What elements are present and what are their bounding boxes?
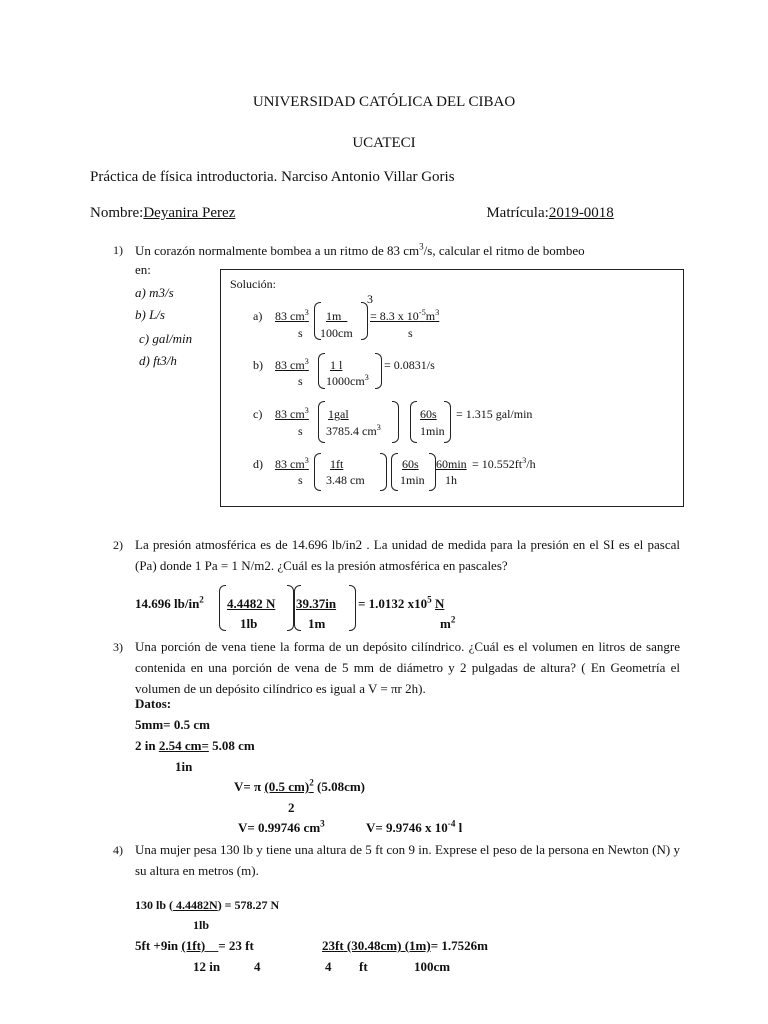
practice-title: Práctica de física introductoria. Narciso Antonio Villar Goris [90, 169, 455, 185]
q1-text-cont: en: [135, 262, 151, 277]
q2-bracket-left [219, 585, 226, 631]
acronym-title: UCATECI [352, 135, 416, 151]
q4-height: 5ft +9in (1ft)__= 23 ft [135, 938, 254, 953]
q1-option-a: a) m3/s [135, 285, 174, 300]
q2-factor1-den: 1lb [240, 616, 258, 631]
q2-result-den: $m^2$ [440, 614, 456, 631]
q4-height-den2: 4 [254, 959, 261, 974]
q1c-factor-num: 1gal [328, 407, 349, 421]
q1-number: 1) [113, 243, 123, 257]
q1a-bracket-right [361, 302, 368, 340]
q2-bracket2-right [349, 585, 356, 631]
q1b-bracket-left [318, 353, 325, 389]
q1d-factor-den: 3.48 cm [326, 473, 365, 487]
q1d-label: d) [253, 457, 263, 471]
q1a-exponent: 3 [367, 292, 373, 306]
q1a-result-den: s [408, 326, 413, 340]
q3-datos: Datos: [135, 696, 172, 711]
q1b-factor-den: $1000cm^3$ [326, 373, 369, 388]
q4-height-den1: 12 in [193, 959, 221, 974]
q2-factor2-num: 39.37in [296, 596, 337, 611]
q3-volume-result2: V= 9.9746 x $10^{-4}$ l [366, 818, 463, 835]
q1d-factor-num: 1ft [330, 457, 344, 471]
q1d-factor2-den: 1min [400, 473, 425, 487]
q1c-bracket-right [392, 401, 399, 443]
q1d-factor3-den: 1h [445, 473, 457, 487]
q1c-label: c) [253, 407, 263, 421]
q1c-den: s [298, 424, 303, 438]
q1c-factor-den: 3785.4 $cm^3$ [326, 423, 381, 438]
q4-weight: 130 lb ( 4.4482N) = 578.27 N [135, 898, 280, 912]
q2-bracket-right [287, 585, 294, 631]
matricula-label: Matrícula: [486, 205, 549, 221]
q1d-bracket-left [314, 453, 321, 491]
q3-line1: 5mm= 0.5 cm [135, 717, 210, 732]
q4-height-meters-den3: 100cm [414, 959, 451, 974]
q3-volume-formula: V= π (0.5 cm)$^2$ (5.08cm) [234, 777, 365, 794]
q2-calc-start: 14.696 $lb/in^2$ [135, 594, 204, 611]
q4-number: 4) [113, 843, 123, 857]
q1d-bracket-right [380, 453, 387, 491]
q1c-factor2-den: 1min [420, 424, 445, 438]
q1b-result: = 0.0831/s [384, 358, 435, 372]
q4-height-meters-den2: ft [359, 959, 368, 974]
q2-number: 2) [113, 538, 123, 552]
q3-line2: 2 in 2.54 cm= 5.08 cm [135, 738, 255, 753]
q1d-result: = $10.552ft^3/h$ [472, 456, 536, 471]
q1b-label: b) [253, 358, 263, 372]
q1d-factor2-num: 60s [402, 457, 419, 471]
q1c-bracket2-left [410, 401, 417, 443]
university-title: UNIVERSIDAD CATÓLICA DEL CIBAO [252, 94, 516, 110]
solution-label: Solución: [230, 277, 277, 291]
q1a-factor-den: 100cm [320, 326, 353, 340]
q1-text: Un corazón normalmente bombea a un ritmo de 83 $cm^3/s$, calcular el ritmo de bombeo [135, 241, 585, 258]
q1d-den: s [298, 473, 303, 487]
q4-weight-den: 1lb [193, 918, 210, 932]
q1-option-b: b) L/s [135, 307, 165, 322]
q1c-result: = 1.315 gal/min [456, 407, 533, 421]
q1a-factor-num: 1m_ [326, 309, 348, 323]
q1c-bracket2-right [444, 401, 451, 443]
q1-option-c: c) gal/min [139, 331, 193, 346]
name-row [90, 205, 651, 222]
q4-height-meters-den1: 4 [325, 959, 332, 974]
q4-height-meters: 23ft (30.48cm) (1m)= 1.7526m [322, 938, 488, 953]
name-value: Deyanira Perez [143, 205, 236, 221]
q3-volume-result1: V= 0.99746 $cm^3$ [238, 818, 325, 835]
q1d-bracket2-left [391, 453, 398, 491]
q1d-bracket2-right [429, 453, 436, 491]
q1c-bracket-left [318, 401, 325, 443]
q2-text: La presión atmosférica es de 14.696 lb/in2 . La unidad de medida para la presión en el SI es el pascal (Pa) donde 1 Pa = 1 N/m2. ¿Cuál es la presión atmosférica en pascales? [135, 537, 680, 573]
q1a-num: 83 $cm^3$ [275, 308, 309, 323]
q1a-label: a) [253, 309, 263, 323]
q1b-num: 83 $cm^3$ [275, 357, 309, 372]
q3-number: 3) [113, 640, 123, 654]
name-label: Nombre: [90, 205, 144, 221]
q1c-factor2-num: 60s [420, 407, 437, 421]
matricula-value: 2019-0018 [548, 205, 614, 221]
q3-volume-den: 2 [288, 800, 295, 815]
q1-option-d: d) ft3/h [139, 353, 177, 368]
q1d-num: 83 $cm^3$ [275, 456, 309, 471]
q1a-result: = 8.3 x $10^{-5}m^3$ [370, 308, 440, 323]
q1b-bracket-right [375, 353, 382, 389]
q1a-den: s [298, 326, 303, 340]
q2-factor2-den: 1m [308, 616, 326, 631]
q4-text: Una mujer pesa 130 lb y tiene una altura de 5 ft con 9 in. Exprese el peso de la persona en Newton (N) y su altura en metros (m). [135, 842, 680, 878]
q1d-factor3-num: 60min [436, 457, 467, 471]
q2-result: = 1.0132 $x10^5$ N [358, 594, 445, 611]
q3-line2-den: 1in [175, 759, 193, 774]
q1b-factor-num: 1 l [330, 358, 343, 372]
q1c-num: 83 $cm^3$ [275, 406, 309, 421]
q2-factor1-num: 4.4482 N [227, 596, 276, 611]
q1b-den: s [298, 374, 303, 388]
q3-text: Una porción de vena tiene la forma de un depósito cilíndrico. ¿Cuál es el volumen en litros de sangre contenida en una porción de vena de 5 mm de diámetro y 2 pulgadas de altura? ( En Geometría el volumen de un depósito cilíndrico es igual a V = πr 2h). [135, 639, 680, 696]
